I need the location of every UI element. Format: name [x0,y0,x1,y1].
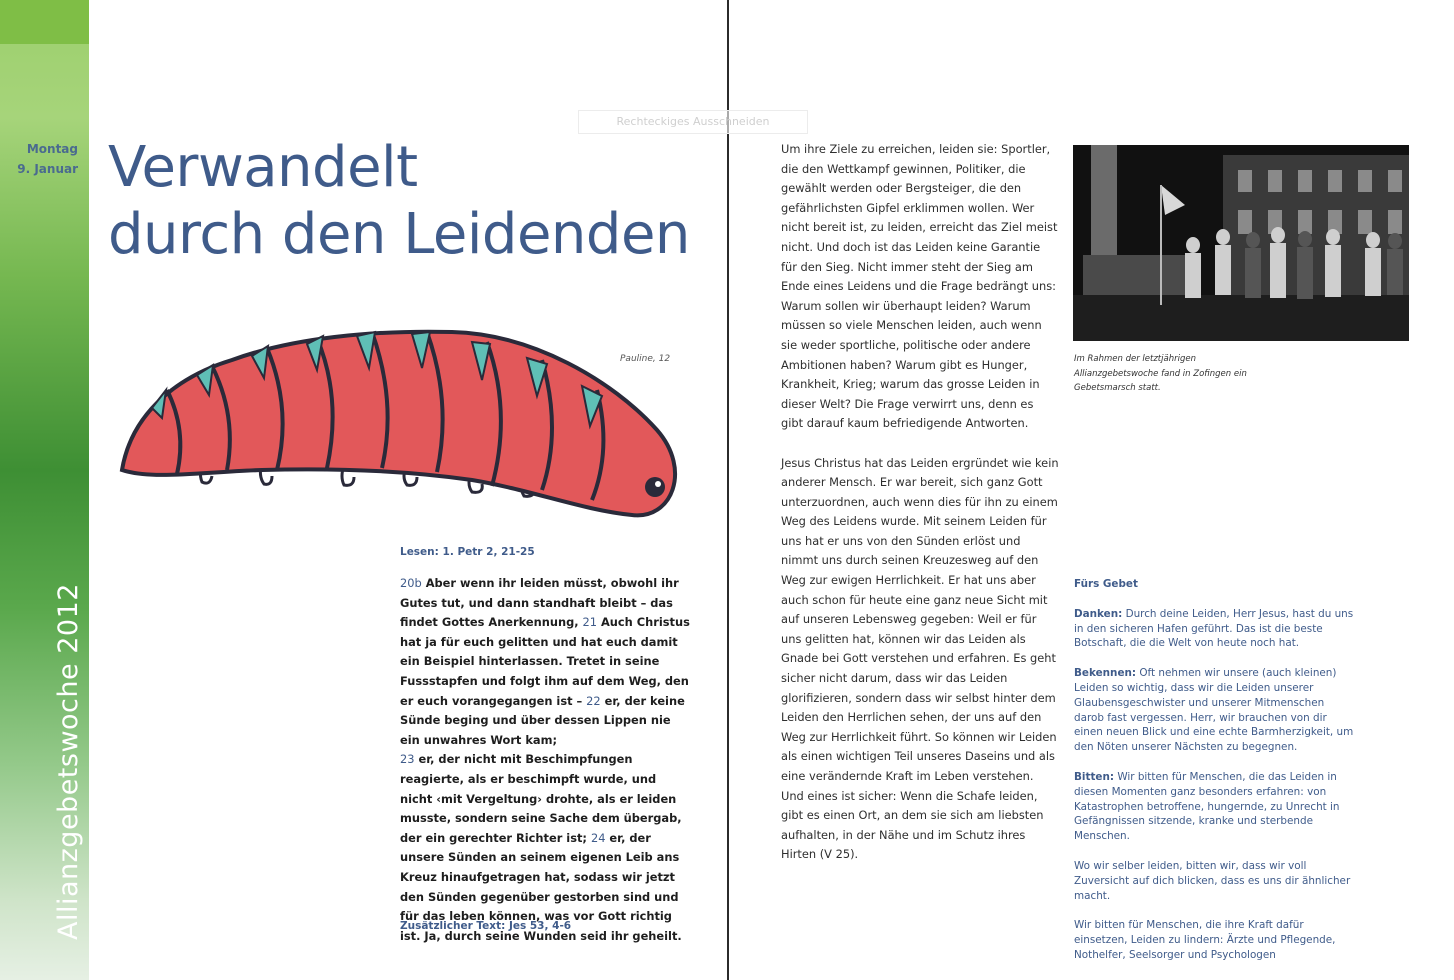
prayer-march-photo [1073,145,1409,341]
body-paragraph-1: Um ihre Ziele zu erreichen, leiden sie: Sportler, die den Wettkampf gewinnen, Politiker, die gewählt werden oder Bergsteiger, die den gefährlichsten Gipfel erklimmen wollen. Wer nicht bereit ist, zu leiden, erreicht das Ziel meist nicht. Und doch ist das Leiden keine Garantie für den Sieg. Nicht immer steht der Sieg am Ende eines Leidens und die Frage bedrängt uns: Warum sollen wir überhaupt leiden? Warum müssen so viele Menschen leiden, auch wenn sie weder sportliche, politische oder andere Ambitionen haben? Warum gibt es Hunger, Krankheit, Krieg; warum das grosse Leiden in dieser Welt? Die Frage verwirrt uns, denn es gibt darauf kaum befriedigende Antworten. [781,142,1058,431]
bible-passage [400,574,690,946]
date-day: Montag [26,142,78,156]
page-title-line-2: durch den Leidenden [108,202,690,267]
page-title-line-1: Verwandelt [108,135,418,200]
verse-number: 21 [582,615,598,630]
rectangular-cut-overlay[interactable]: Rechteckiges Ausschneiden [578,110,808,134]
prayer-paragraph-5: Wir bitten für Menschen, die ihre Kraft dafür einsetzen, Leiden zu lindern: Ärzte und Pflegende, Nothelfer, Seelsorger und Psychologen [1074,919,1336,961]
photo-caption: Im Rahmen der letztjährigen Allianzgebetswoche fand in Zofingen ein Gebetsmarsch statt. [1074,354,1247,393]
verse-text: Aber wenn ihr leiden müsst, obwohl ihr Gutes tut, und dann standhaft bleibt – das findet Gottes Anerkennung, [400,576,679,630]
reading-reference: Lesen: 1. Petr 2, 21-25 [400,546,535,558]
verse-text: Auch Christus hat ja für euch gelitten und hat euch damit ein Beispiel hinterlassen. Tretet in seine Fussstapfen und folgt ihm auf dem Weg, den er euch vorangegangen ist – [400,615,690,708]
prayer-danken-text: Durch deine Leiden, Herr Jesus, hast du uns in den sicheren Hafen geführt. Das ist die beste Botschaft, die die Welt von heute noch hat. [1074,607,1354,650]
verse-number: 23 [400,752,415,767]
verse-number: 24 [590,830,606,845]
prayer-section [1074,577,1354,978]
prayer-paragraph-4: Wo wir selber leiden, bitten wir, dass wir voll Zuversicht auf dich blicken, dass es uns dir ähnlicher macht. [1074,859,1351,902]
date-date: 9. Januar [17,162,78,176]
caterpillar-drawing [112,320,687,535]
prayer-heading: Fürs Gebet [1074,578,1138,590]
verse-text: er, der keine Sünde beging und über dessen Lippen nie ein unwahres Wort kam; [400,693,685,747]
body-text-column [781,140,1059,885]
sidebar-top-bar [0,0,89,44]
caterpillar-eye [645,477,665,497]
prayer-bekennen-label: Bekennen: [1074,667,1137,680]
verse-number: 20b [400,576,422,590]
additional-reading-reference: Zusätzlicher Text: Jes 53, 4-6 [400,920,572,932]
prayer-danken-label: Danken: [1074,607,1123,620]
prayer-bekennen-text: Oft nehmen wir unsere (auch kleinen) Leiden so wichtig, dass wir die Leiden unserer Glaubensgeschwister und unserer Mitmenschen darob fast vergessen. Herr, wir brauchen von dir einen neuen Blick und eine echte Barmherzigkeit, um den Nöten unserer Nächsten zu begegnen. [1074,667,1354,754]
verse-text: er, der unsere Sünden an seinem eigenen Leib ans Kreuz hinaufgetragen hat, sodass wir jetzt den Sünden gegenüber gestorben sind und für das leben können, was vor Gott richtig ist. Ja, durch seine Wunden seid ihr geheilt. [400,830,682,943]
verse-number: 22 [586,693,601,708]
prayer-bitten-label: Bitten: [1074,770,1115,783]
prayer-bekennen [1074,666,1354,755]
prayer-bitten-text: Wir bitten für Menschen, die das Leiden in diesen Momenten ganz besonders erfahren: von Katastrophen betroffene, hungernde, zu Unrecht in Gefängnissen sitzende, kranke und sterbende Menschen. [1074,770,1340,843]
prayer-danken [1074,607,1354,651]
drawing-artist-caption: Pauline, 12 [620,354,671,364]
verse-text: er, der nicht mit Beschimpfungen reagierte, als er beschimpft wurde, und nicht ‹mit Vergeltung› drohte, als er leiden musste, sondern seine Sache dem übergab, der ein gerechter Richter ist; [400,752,682,845]
caterpillar-body [122,332,675,516]
sidebar-vertical-title: Allianzgebetswoche 2012 [53,583,84,940]
page-divider [727,0,729,980]
body-paragraph-2: Jesus Christus hat das Leiden ergründet wie kein anderer Mensch. Er war bereit, sich ganz Gott unterzuordnen, auch wenn dies für ihn zu einem Weg des Leidens wurde. Mit seinem Leiden für uns hat er uns von den Sünden erlöst und nimmt uns durch seinen Kreuzesweg auf den Weg zur ewigen Herrlichkeit. Er hat uns aber auch schon für heute eine ganz neue Sicht mit auf unseren Lebensweg gegeben: Weil er für uns gelitten hat, können wir das Leiden als Gnade bei Gott verstehen und erfahren. Es geht sicher nicht darum, dass wir das Leiden glorifizieren, sondern dass wir selbst hinter dem Leiden den Herrlichen sehen, der uns auf den Weg zur Herrlichkeit führt. So können wir Leiden als einen wichtigen Teil unseres Daseins und als eine verändernde Kraft im Leben verstehen. Und eines ist sicher: Wenn die Schafe leiden, gibt es einen Ort, an dem sie sich am liebsten aufhalten, in der Nähe und im Schutz ihres Hirten (V 25). [781,455,1059,862]
prayer-bitten [1074,770,1354,844]
